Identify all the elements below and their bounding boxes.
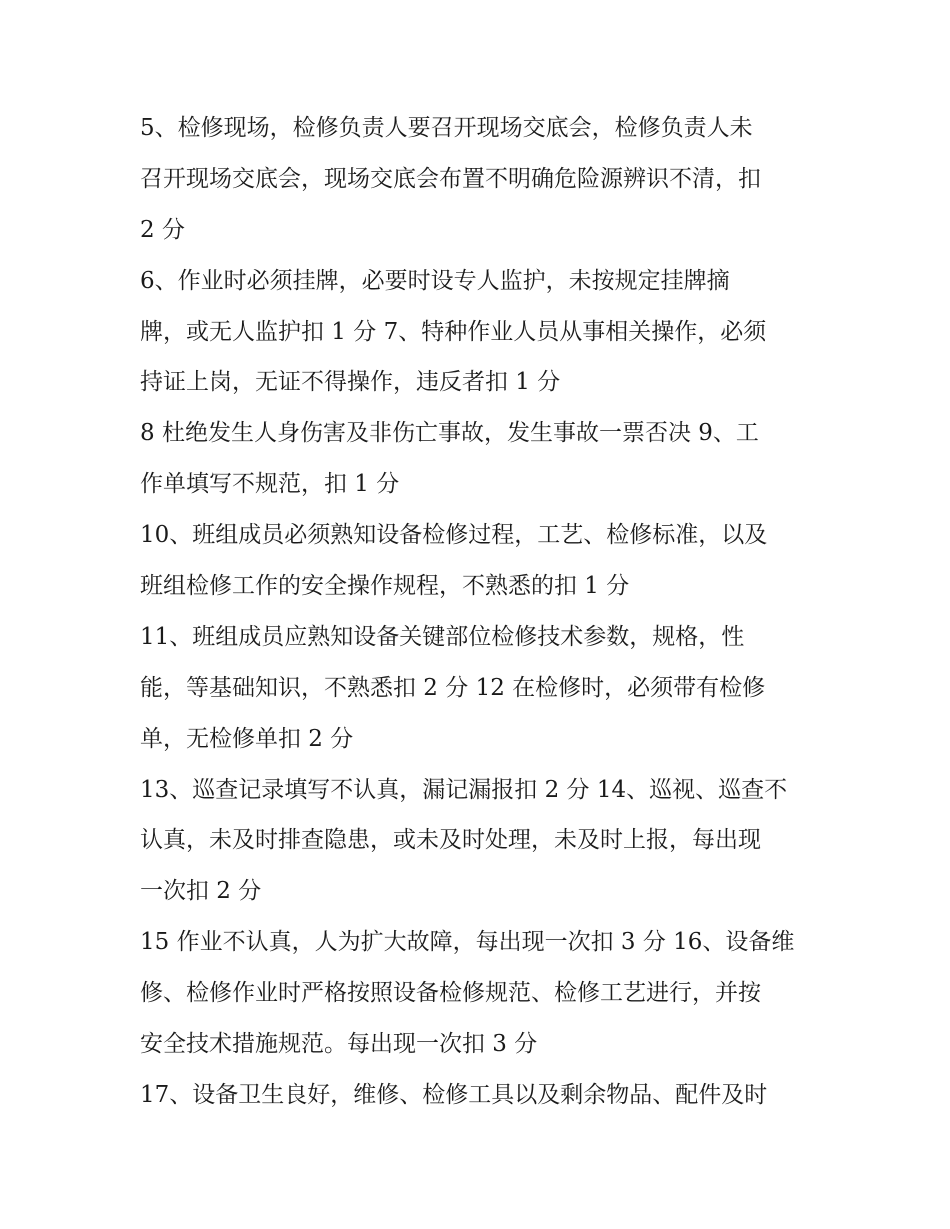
text-line: 牌，或无人监护扣 1 分 7、特种作业人员从事相关操作，必须 (140, 318, 767, 345)
text-line: 作单填写不规范，扣 1 分 (140, 471, 400, 498)
document-body (140, 103, 830, 1121)
text-line: 认真，未及时排查隐患，或未及时处理，未及时上报，每出现 (140, 827, 761, 854)
text-line: 修、检修作业时严格按照设备检修规范、检修工艺进行，并按 (140, 980, 761, 1007)
text-line: 单，无检修单扣 2 分 (140, 725, 354, 752)
text-line: 一次扣 2 分 (140, 878, 262, 905)
text-line: 能，等基础知识，不熟悉扣 2 分 12 在检修时，必须带有检修 (140, 674, 766, 701)
text-line: 17、设备卫生良好，维修、检修工具以及剩余物品、配件及时 (140, 1081, 768, 1108)
text-line: 10、班组成员必须熟知设备检修过程，工艺、检修标准，以及 (140, 522, 768, 549)
text-line: 6、作业时必须挂牌，必要时设专人监护，未按规定挂牌摘 (140, 267, 730, 294)
text-line: 持证上岗，无证不得操作，违反者扣 1 分 (140, 369, 561, 396)
text-line: 5、检修现场，检修负责人要召开现场交底会，检修负责人未 (140, 115, 753, 141)
text-line: 班组检修工作的安全操作规程，不熟悉的扣 1 分 (140, 573, 630, 600)
text-line: 2 分 (140, 216, 185, 243)
text-line: 13、巡查记录填写不认真，漏记漏报扣 2 分 14、巡视、巡查不 (140, 776, 788, 803)
text-line: 8 杜绝发生人身伤害及非伤亡事故，发生事故一票否决 9、工 (140, 420, 759, 447)
text-line: 11、班组成员应熟知设备关键部位检修技术参数，规格，性 (140, 623, 745, 650)
text-line: 安全技术措施规范。每出现一次扣 3 分 (140, 1031, 538, 1058)
text-line: 召开现场交底会，现场交底会布置不明确危险源辨识不清，扣 (140, 165, 761, 192)
text-line: 15 作业不认真，人为扩大故障，每出现一次扣 3 分 16、设备维 (140, 929, 795, 956)
